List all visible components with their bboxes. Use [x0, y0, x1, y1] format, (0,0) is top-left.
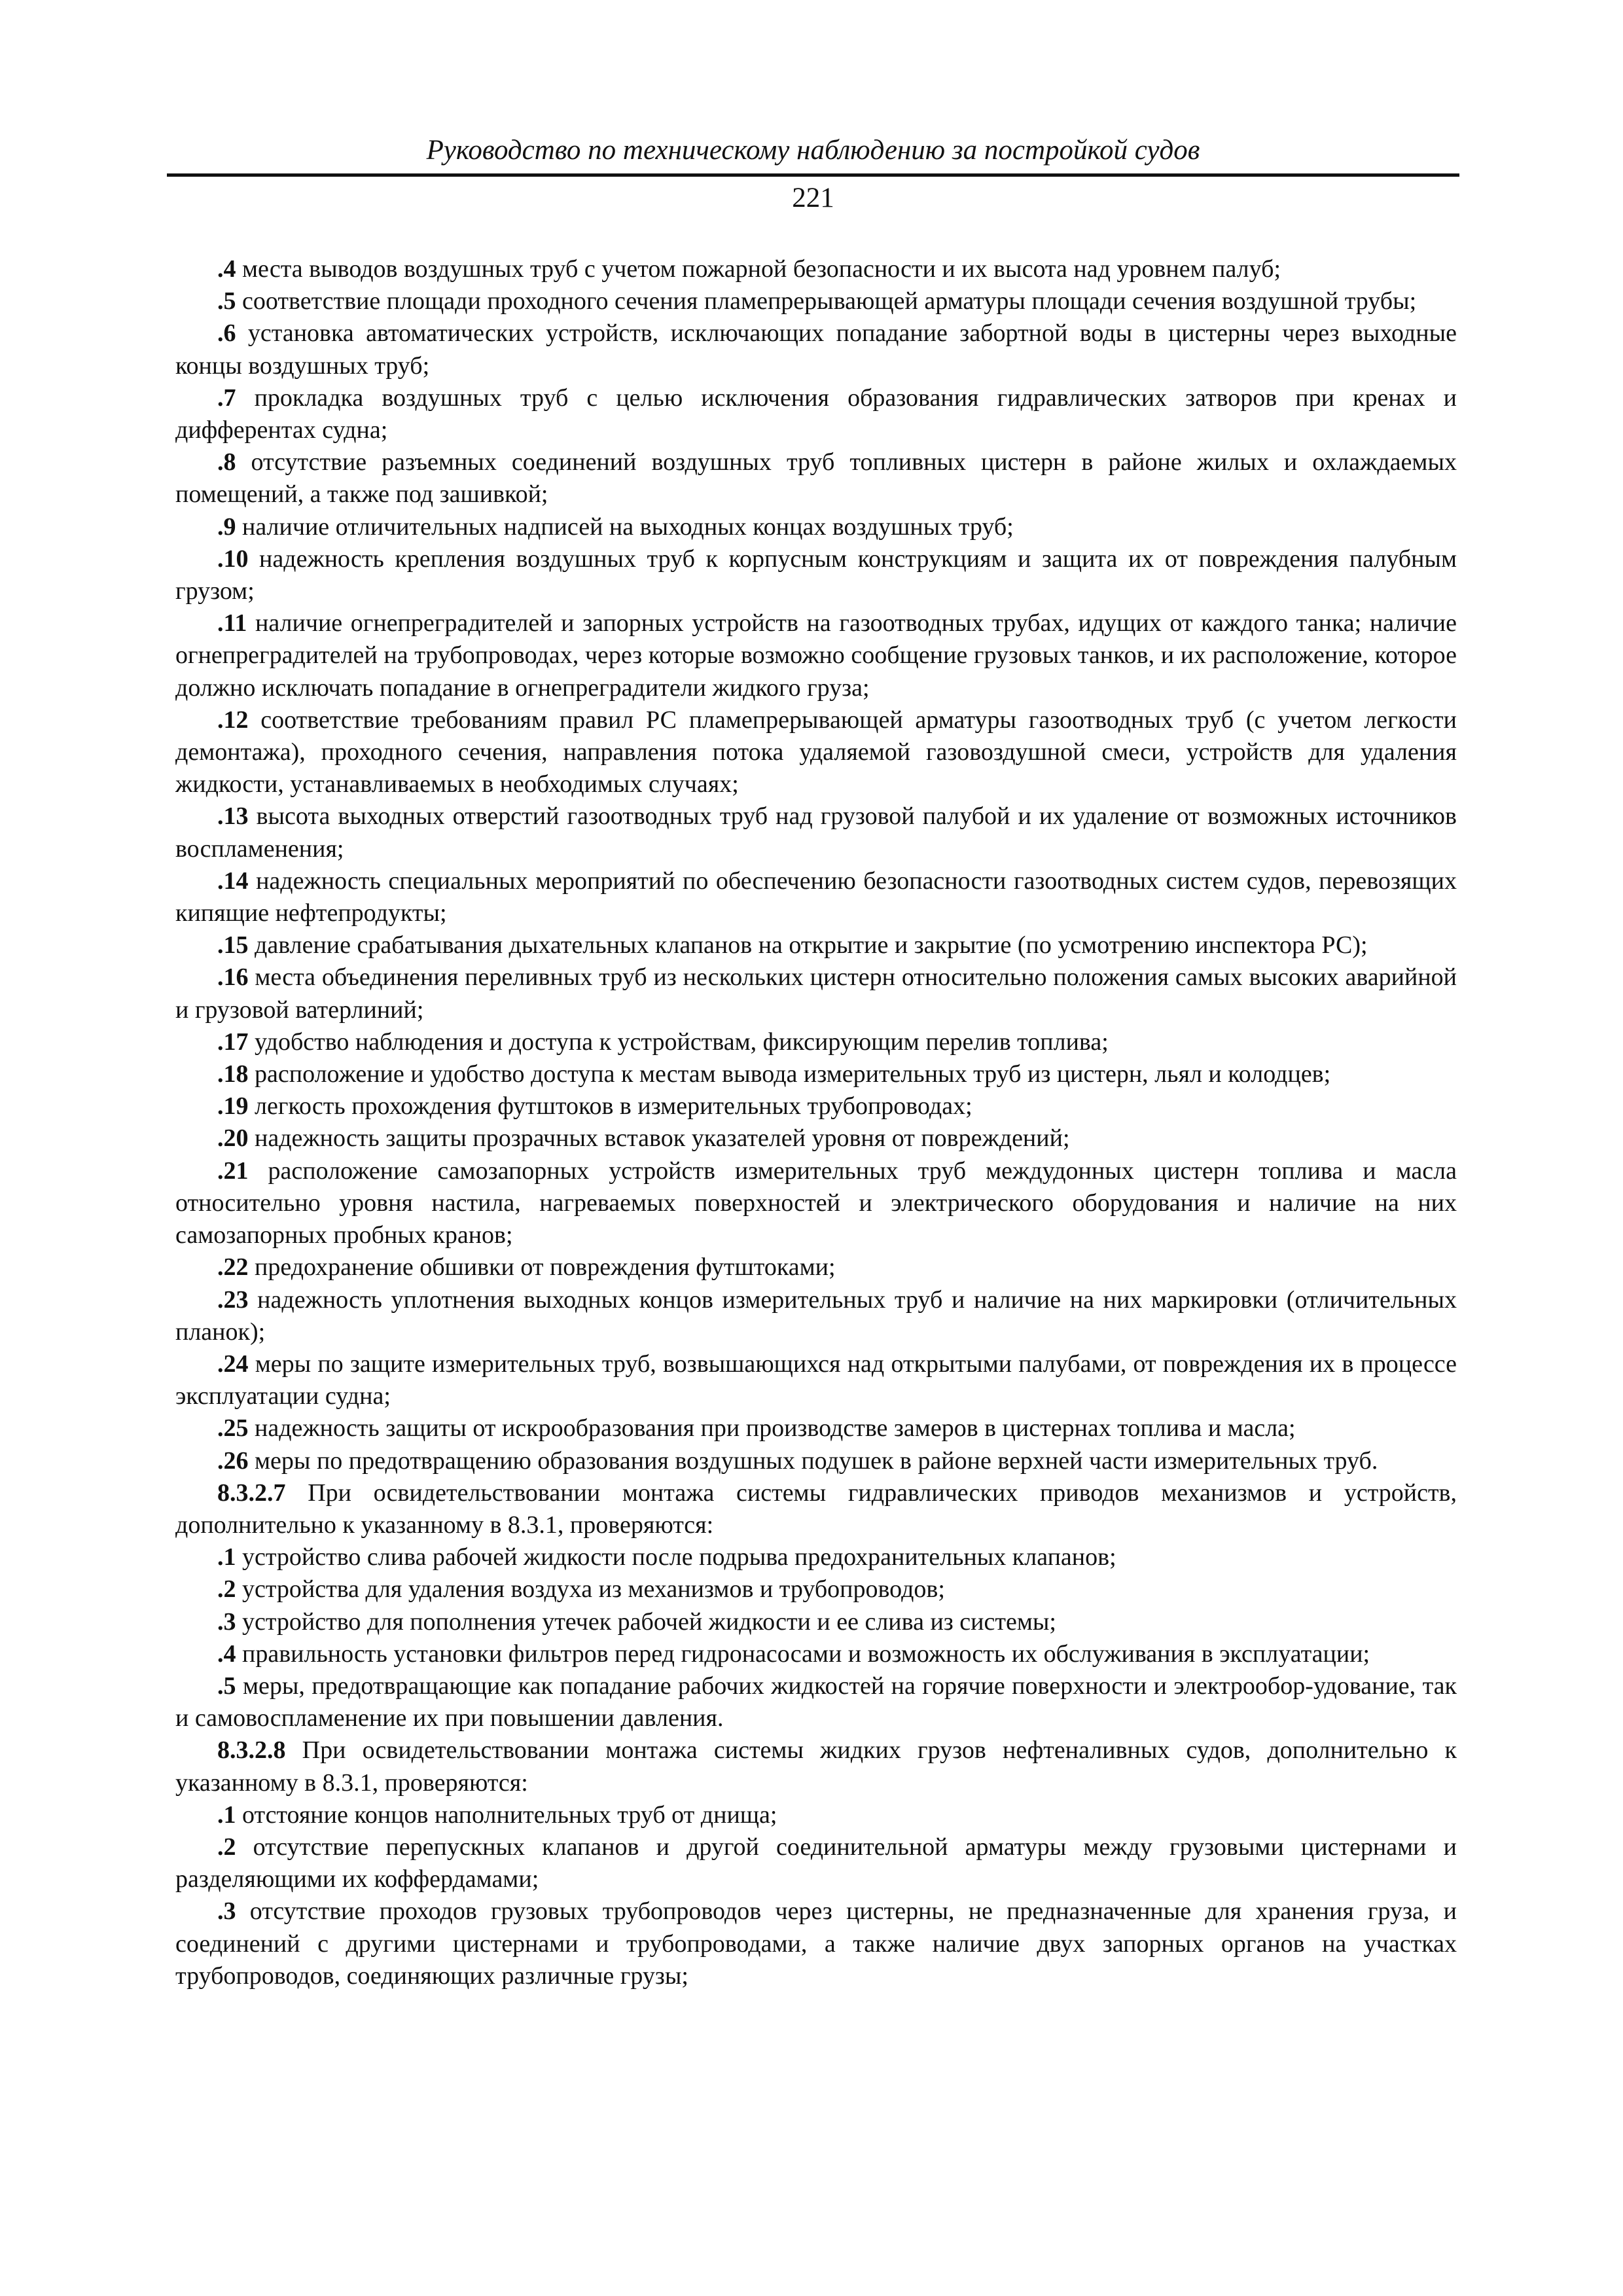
item-number: .25 — [217, 1414, 249, 1443]
item-text: отсутствие перепускных клапанов и другой соединительной арматуры между грузовыми цистернами и разделяющими их коффердамами; — [175, 1833, 1457, 1893]
item-number: .12 — [217, 706, 249, 734]
item-number: .23 — [217, 1285, 249, 1314]
paragraph — [175, 607, 1457, 704]
item-number: 8.3.2.7 — [217, 1479, 286, 1507]
paragraph — [175, 317, 1457, 382]
paragraph — [175, 865, 1457, 929]
item-number: .2 — [217, 1833, 236, 1861]
paragraph — [175, 1090, 1457, 1122]
item-text: меры по предотвращению образования воздушных подушек в районе верхней части измерительных труб. — [255, 1446, 1378, 1475]
item-number: .13 — [217, 802, 249, 831]
paragraph — [175, 1445, 1457, 1477]
item-number: .24 — [217, 1350, 249, 1378]
item-text: меры, предотвращающие как попадание рабочих жидкостей на горячие поверхности и электрообор-удование, так и самовоспламенение их при повышении давления. — [175, 1672, 1457, 1732]
item-number: .10 — [217, 545, 249, 573]
item-text: установка автоматических устройств, исключающих попадание забортной воды в цистерны через выходные концы воздушных труб; — [175, 319, 1457, 380]
item-number: .6 — [217, 319, 236, 348]
paragraph — [175, 543, 1457, 607]
paragraph — [175, 1251, 1457, 1283]
item-text: расположение самозапорных устройств измерительных труб междудонных цистерн топлива и масла относительно уровня настила, нагреваемых поверхностей и электрического оборудования и наличие на них самозапорных пробных кранов; — [175, 1157, 1457, 1249]
item-text: соответствие площади проходного сечения пламепрерывающей арматуры площади сечения воздушной трубы; — [242, 287, 1417, 315]
header-rule — [167, 173, 1459, 177]
running-title: Руководство по техническому наблюдению за постройкой судов — [426, 135, 1200, 166]
paragraph — [175, 1122, 1457, 1155]
paragraph — [175, 961, 1457, 1026]
item-text: места выводов воздушных труб с учетом пожарной безопасности и их высота над уровнем палуб; — [242, 255, 1281, 283]
item-number: .21 — [217, 1157, 249, 1185]
item-number: .2 — [217, 1575, 236, 1604]
item-number: .3 — [217, 1897, 236, 1926]
paragraph — [175, 1638, 1457, 1670]
item-number: .15 — [217, 931, 249, 960]
item-text: наличие огнепреградителей и запорных устройств на газоотводных трубах, идущих от каждого танка; наличие огнепреградителей на трубопроводах, через которые возможно сообщение грузовых танков, и их расположение, которое должно исключать попадание в огнепреградители жидкого груза; — [175, 609, 1457, 702]
paragraph — [175, 1573, 1457, 1605]
paragraph — [175, 704, 1457, 801]
item-number: .1 — [217, 1543, 236, 1571]
item-text: надежность крепления воздушных труб к корпусным конструкциям и защита их от повреждения палубным грузом; — [175, 545, 1457, 605]
item-text: высота выходных отверстий газоотводных труб над грузовой палубой и их удаление от возможных источников воспламенения; — [175, 802, 1457, 863]
item-text: наличие отличительных надписей на выходных концах воздушных труб; — [242, 512, 1014, 541]
item-text: давление срабатывания дыхательных клапанов на открытие и закрытие (по усмотрению инспектора РС); — [255, 931, 1368, 960]
item-text: правильность установки фильтров перед гидронасосами и возможность их обслуживания в эксплуатации; — [242, 1640, 1370, 1668]
item-number: .17 — [217, 1028, 249, 1056]
paragraph — [175, 382, 1457, 446]
paragraph — [175, 800, 1457, 865]
item-text: легкость прохождения футштоков в измерительных трубопроводах; — [255, 1092, 972, 1121]
item-text: отстояние концов наполнительных труб от днища; — [242, 1801, 777, 1829]
paragraph — [175, 929, 1457, 961]
paragraph — [175, 1348, 1457, 1412]
item-number: .11 — [217, 609, 247, 637]
item-number: .22 — [217, 1253, 249, 1282]
paragraph — [175, 1606, 1457, 1638]
item-number: .1 — [217, 1801, 236, 1829]
paragraph — [175, 1831, 1457, 1895]
paragraph — [175, 1670, 1457, 1734]
item-text: отсутствие проходов грузовых трубопроводов через цистерны, не предназначенные для хранения груза, и соединений с другими цистернами и трубопроводами, а также наличие двух запорных органов на участках трубопроводов, соединяющих различные грузы; — [175, 1897, 1457, 1990]
item-number: .20 — [217, 1124, 249, 1153]
paragraph — [175, 1895, 1457, 1992]
item-number: .14 — [217, 867, 249, 895]
item-text: надежность специальных мероприятий по обеспечению безопасности газоотводных систем судов, перевозящих кипящие нефтепродукты; — [175, 867, 1457, 927]
paragraph — [175, 1155, 1457, 1252]
paragraph — [175, 1541, 1457, 1573]
paragraph — [175, 1799, 1457, 1831]
item-number: .3 — [217, 1607, 236, 1636]
item-number: .4 — [217, 255, 236, 283]
item-text: соответствие требованиям правил РС пламепрерывающей арматуры газоотводных труб (с учетом легкости демонтажа), проходного сечения, направления потока удаляемой газовоздушной смеси, устройств для удаления жидкости, устанавливаемых в необходимых случаях; — [175, 706, 1457, 798]
item-text: места объединения переливных труб из нескольких цистерн относительно положения самых высоких аварийной и грузовой ватерлиний; — [175, 963, 1457, 1024]
item-number: .8 — [217, 448, 236, 476]
item-number: 8.3.2.8 — [217, 1736, 286, 1765]
item-number: .18 — [217, 1060, 249, 1088]
item-number: .26 — [217, 1446, 249, 1475]
item-text: устройства для удаления воздуха из механизмов и трубопроводов; — [242, 1575, 945, 1604]
paragraph — [175, 1026, 1457, 1058]
item-text: надежность защиты от искрообразования при производстве замеров в цистернах топлива и масла; — [255, 1414, 1296, 1443]
item-text: расположение и удобство доступа к местам вывода измерительных труб из цистерн, льял и колодцев; — [255, 1060, 1331, 1088]
paragraph — [175, 285, 1457, 317]
item-text: устройство для пополнения утечек рабочей жидкости и ее слива из системы; — [242, 1607, 1056, 1636]
item-number: .5 — [217, 287, 236, 315]
item-text: надежность защиты прозрачных вставок указателей уровня от повреждений; — [255, 1124, 1070, 1153]
item-text: прокладка воздушных труб с целью исключения образования гидравлических затворов при кренах и дифферентах судна; — [175, 384, 1457, 444]
paragraph — [175, 1058, 1457, 1090]
item-text: устройство слива рабочей жидкости после подрыва предохранительных клапанов; — [242, 1543, 1116, 1571]
item-number: .19 — [217, 1092, 249, 1121]
item-text: отсутствие разъемных соединений воздушных труб топливных цистерн в районе жилых и охлаждаемых помещений, а также под зашивкой; — [175, 448, 1457, 509]
paragraph — [175, 1412, 1457, 1444]
item-number: .9 — [217, 512, 236, 541]
page-number: 221 — [792, 183, 834, 213]
item-text: При освидетельствовании монтажа системы гидравлических приводов механизмов и устройств, дополнительно к указанному в 8.3.1, проверяются: — [175, 1479, 1457, 1539]
item-number: .7 — [217, 384, 236, 412]
paragraph — [175, 253, 1457, 285]
item-number: .4 — [217, 1640, 236, 1668]
item-text: надежность уплотнения выходных концов измерительных труб и наличие на них маркировки (отличительных планок); — [175, 1285, 1457, 1346]
body-text — [175, 253, 1457, 1992]
item-text: предохранение обшивки от повреждения футштоками; — [255, 1253, 836, 1282]
item-text: меры по защите измерительных труб, возвышающихся над открытыми палубами, от повреждения их в процессе эксплуатации судна; — [175, 1350, 1457, 1410]
paragraph — [175, 446, 1457, 511]
item-text: удобство наблюдения и доступа к устройствам, фиксирующим перелив топлива; — [255, 1028, 1109, 1056]
item-number: .16 — [217, 963, 249, 992]
paragraph — [175, 1734, 1457, 1799]
paragraph — [175, 1477, 1457, 1541]
item-number: .5 — [217, 1672, 236, 1700]
item-text: При освидетельствовании монтажа системы жидких грузов нефтеналивных судов, дополнительно к указанному в 8.3.1, проверяются: — [175, 1736, 1457, 1797]
paragraph — [175, 1284, 1457, 1348]
paragraph — [175, 511, 1457, 543]
